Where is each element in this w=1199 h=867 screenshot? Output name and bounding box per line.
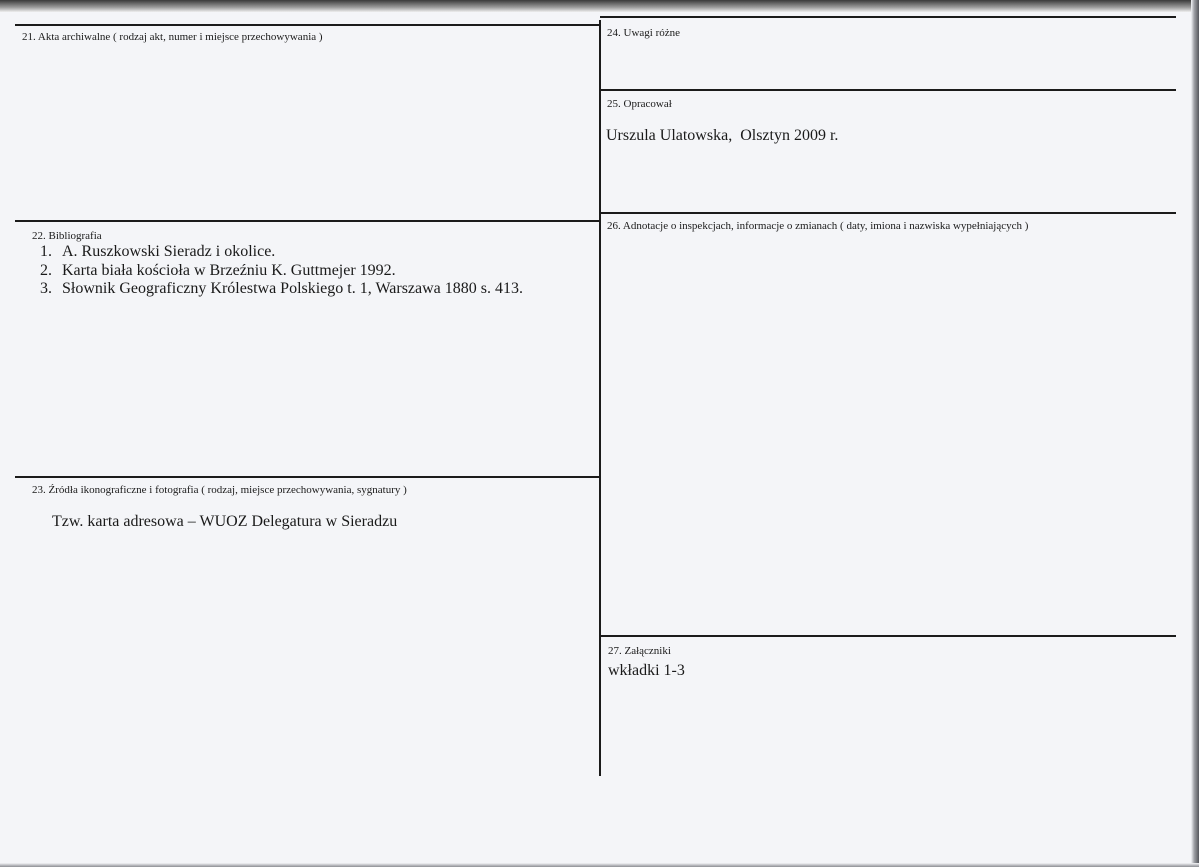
section-26-label: 26. Adnotacje o inspekcjach, informacje o zmianach ( daty, imiona i nazwiska wypełniających ): [607, 220, 1029, 232]
top-border-line-right: [600, 16, 1176, 18]
list-item: 3. Słownik Geograficzny Królestwa Polskiego t. 1, Warszawa 1880 s. 413.: [40, 280, 523, 297]
divider-21-22: [15, 220, 600, 222]
list-item: 2. Karta biała kościoła w Brzeźniu K. Guttmejer 1992.: [40, 261, 396, 279]
divider-25-26: [600, 212, 1176, 214]
section-21-label: 21. Akta archiwalne ( rodzaj akt, numer i miejsce przechowywania ): [22, 31, 323, 43]
section-24-label: 24. Uwagi różne: [607, 27, 681, 39]
divider-22-23: [15, 476, 600, 478]
center-divider: [599, 20, 601, 776]
top-border-line: [15, 24, 600, 26]
section-27-content: wkładki 1-3: [608, 662, 685, 679]
scan-top-edge: [0, 0, 1199, 12]
bibliography-list: [40, 243, 523, 299]
section-27-label: 27. Załączniki: [608, 645, 671, 657]
list-item: 1. A. Ruszkowski Sieradz i okolice.: [40, 243, 276, 260]
section-23-content: Tzw. karta adresowa – WUOZ Delegatura w Sieradzu: [52, 513, 398, 530]
scan-right-edge: [1191, 0, 1199, 867]
section-22-label: 22. Bibliografia: [32, 230, 102, 242]
scan-bottom-edge: [0, 863, 1199, 867]
section-25-content: Urszula Ulatowska, Olsztyn 2009 r.: [606, 127, 839, 144]
section-25-label: 25. Opracował: [607, 98, 672, 110]
divider-26-27: [600, 635, 1176, 637]
section-23-label: 23. Źródła ikonograficzne i fotografia ( rodzaj, miejsce przechowywania, sygnatury ): [32, 484, 407, 496]
divider-24-25: [600, 89, 1176, 91]
